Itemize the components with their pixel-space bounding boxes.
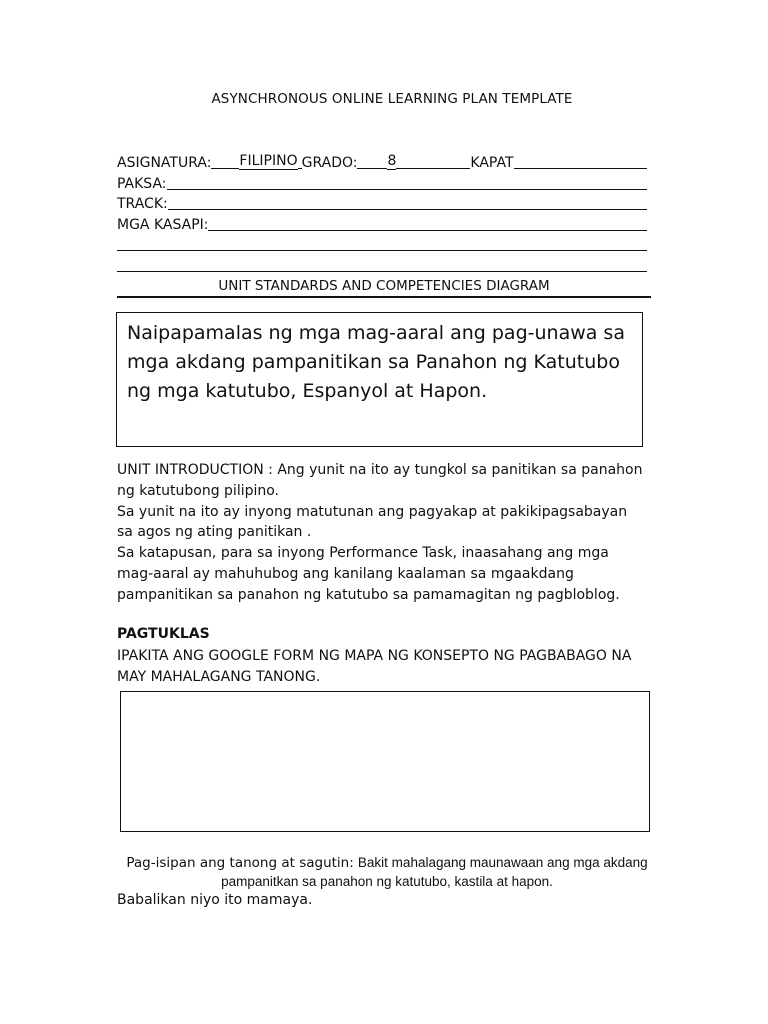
- intro-paragraph-2: Sa yunit na ito ay inyong matutunan ang pagyakap at pakikipagsabayan sa agos ng ating panitikan .: [117, 503, 628, 541]
- paksa-line: [117, 173, 647, 193]
- mga-kasapi-blank: [208, 216, 647, 231]
- kapat-blank: [514, 154, 648, 169]
- grado-blank-before: [357, 154, 387, 169]
- grado-label: GRADO:: [301, 155, 358, 171]
- intro-paragraph-3: Sa katapusan, para sa inyong Performance Task, inaasahang ang mga mag-aaral ay mahuhubog ang kanilang kaalaman sa mgaakdang pampanitikan sa panahon ng katutubo sa pamamagitan ng pagbloblog.: [117, 545, 620, 603]
- asignatura-value: FILIPINO: [239, 153, 298, 169]
- subject-grade-quarter-line: [117, 152, 647, 172]
- diagram-heading: UNIT STANDARDS AND COMPETENCIES DIAGRAM: [117, 277, 651, 298]
- unit-standard-box: [116, 312, 643, 447]
- mga-kasapi-line: [117, 214, 647, 234]
- pagtuklas-heading: PAGTUKLAS: [117, 626, 210, 642]
- paksa-blank: [167, 175, 648, 190]
- intro-paragraph-1: UNIT INTRODUCTION : Ang yunit na ito ay tungkol sa panitikan sa panahon ng katutubong pilipino.: [117, 462, 643, 499]
- track-line: [117, 193, 647, 213]
- document-title: ASYNCHRONOUS ONLINE LEARNING PLAN TEMPLATE: [211, 91, 573, 107]
- pagtuklas-instruction: IPAKITA ANG GOOGLE FORM NG MAPA NG KONSEPTO NG PAGBABAGO NA MAY MAHALAGANG TANONG.: [117, 648, 632, 685]
- kapat-label: KAPAT: [470, 155, 514, 171]
- question-text: Bakit mahalagang maunawaan ang mga akdang pampanitkan sa panahon ng katutubo, kastila at hapon.: [221, 855, 648, 889]
- paksa-label: PAKSA:: [117, 176, 167, 192]
- asignatura-label: ASIGNATURA:: [117, 155, 212, 171]
- asignatura-blank-before: [211, 154, 239, 169]
- unit-introduction: [117, 460, 647, 606]
- mga-kasapi-label: MGA KASAPI:: [117, 217, 209, 233]
- blank-line-1: [117, 250, 647, 251]
- blank-line-2: [117, 271, 647, 272]
- closing-note: Babalikan niyo ito mamaya.: [117, 892, 313, 908]
- track-label: TRACK:: [117, 196, 168, 212]
- grado-value: 8: [387, 153, 397, 169]
- question-label: Pag-isipan ang tanong at sagutin:: [126, 855, 354, 871]
- unit-standard-text: Naipapamalas ng mga mag-aaral ang pag-unawa sa mga akdang pampanitikan sa Panahon ng Katutubo ng mga katutubo, Espanyol at Hapon.: [127, 322, 625, 402]
- grado-blank-after: [396, 154, 470, 169]
- reflection-question: [117, 854, 657, 892]
- track-blank: [168, 195, 647, 210]
- concept-map-box: [120, 691, 650, 832]
